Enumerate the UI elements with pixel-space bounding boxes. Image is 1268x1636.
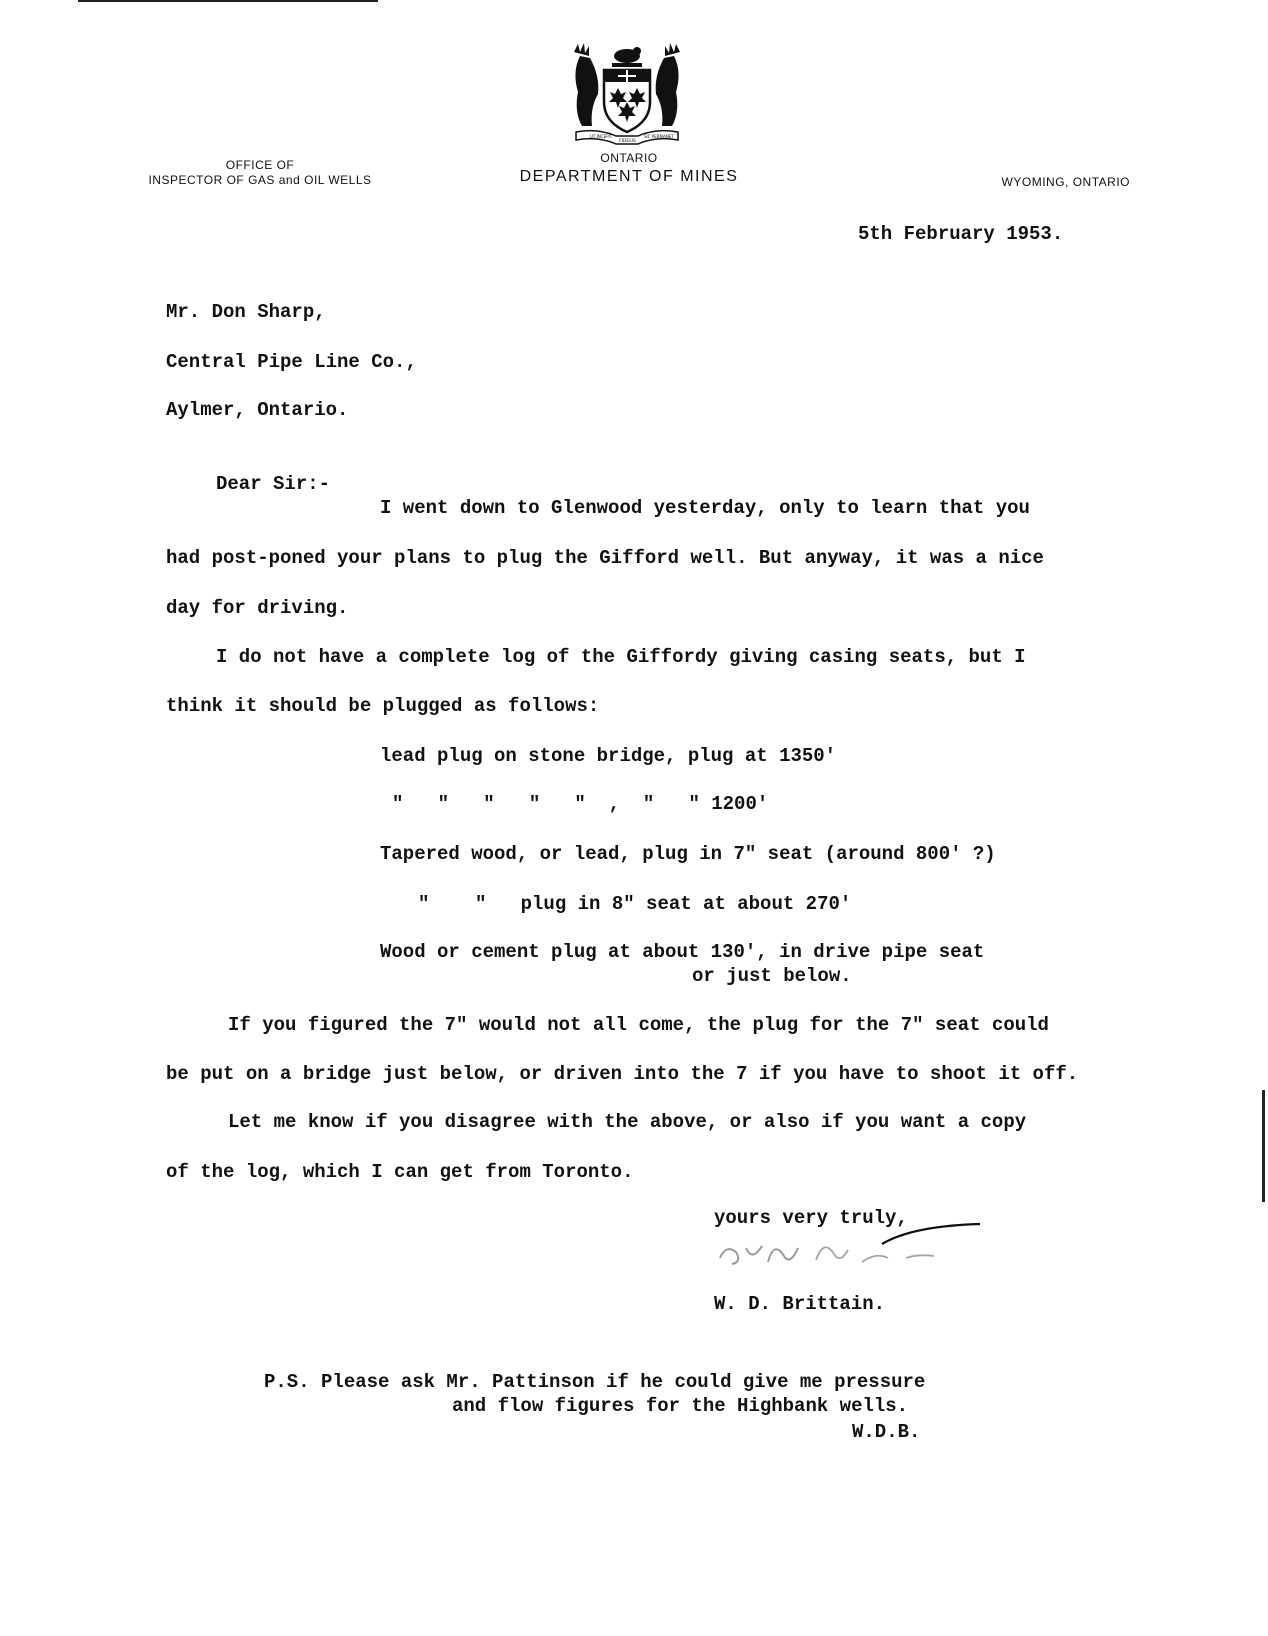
- plug-item: Wood or cement plug at about 130', in drive pipe seat: [380, 941, 985, 963]
- closing: yours very truly,: [714, 1207, 908, 1229]
- plug-item: or just below.: [692, 965, 852, 987]
- body-line: I do not have a complete log of the Giffordy giving casing seats, but I: [216, 646, 1026, 668]
- plug-item: " " plug in 8" seat at about 270': [418, 893, 852, 915]
- plug-item: Tapered wood, or lead, plug in 7" seat (around 800' ?): [380, 843, 996, 865]
- letterhead-department: [470, 151, 788, 188]
- salutation: Dear Sir:-: [216, 473, 331, 495]
- top-rule: [78, 0, 378, 2]
- body-line: day for driving.: [166, 597, 349, 619]
- body-line: think it should be plugged as follows:: [166, 695, 600, 717]
- office-line-1: OFFICE OF: [225, 158, 295, 172]
- letterhead-location: WYOMING, ONTARIO: [1001, 175, 1130, 189]
- crest-motto-left: UT INCEPIT: [590, 134, 613, 139]
- scan-edge-mark: [1262, 1090, 1265, 1202]
- signature-icon: [712, 1218, 992, 1278]
- body-line: Let me know if you disagree with the above, or also if you want a copy: [228, 1111, 1027, 1133]
- body-line: I went down to Glenwood yesterday, only to learn that you: [380, 497, 1030, 519]
- body-line: If you figured the 7" would not all come, the plug for the 7" seat could: [228, 1014, 1049, 1036]
- letterhead-office: [140, 158, 380, 188]
- recipient-company: Central Pipe Line Co.,: [166, 351, 417, 373]
- recipient-name: Mr. Don Sharp,: [166, 301, 326, 323]
- plug-item: " " " " " , " " 1200': [392, 793, 769, 815]
- crest-icon: [568, 42, 686, 146]
- crest-motto-right: SIC PERMANET: [644, 134, 674, 139]
- postscript-line: P.S. Please ask Mr. Pattinson if he could give me pressure: [264, 1371, 926, 1393]
- province-label: ONTARIO: [600, 151, 658, 165]
- recipient-city: Aylmer, Ontario.: [166, 399, 349, 421]
- plug-item: lead plug on stone bridge, plug at 1350': [380, 745, 837, 767]
- body-line: of the log, which I can get from Toronto.: [166, 1161, 634, 1183]
- signer-name: W. D. Brittain.: [714, 1293, 886, 1315]
- office-line-2: INSPECTOR OF GAS and OIL WELLS: [148, 173, 372, 187]
- letter-date: 5th February 1953.: [858, 223, 1064, 245]
- body-line: had post-poned your plans to plug the Gifford well. But anyway, it was a nice: [166, 547, 1044, 569]
- body-line: be put on a bridge just below, or driven into the 7 if you have to shoot it off.: [166, 1063, 1079, 1085]
- crest-motto-center: FIDELIS: [619, 139, 636, 144]
- postscript-line: and flow figures for the Highbank wells.: [452, 1395, 909, 1417]
- department-title: DEPARTMENT OF MINES: [519, 168, 739, 185]
- postscript-initials: W.D.B.: [852, 1421, 921, 1443]
